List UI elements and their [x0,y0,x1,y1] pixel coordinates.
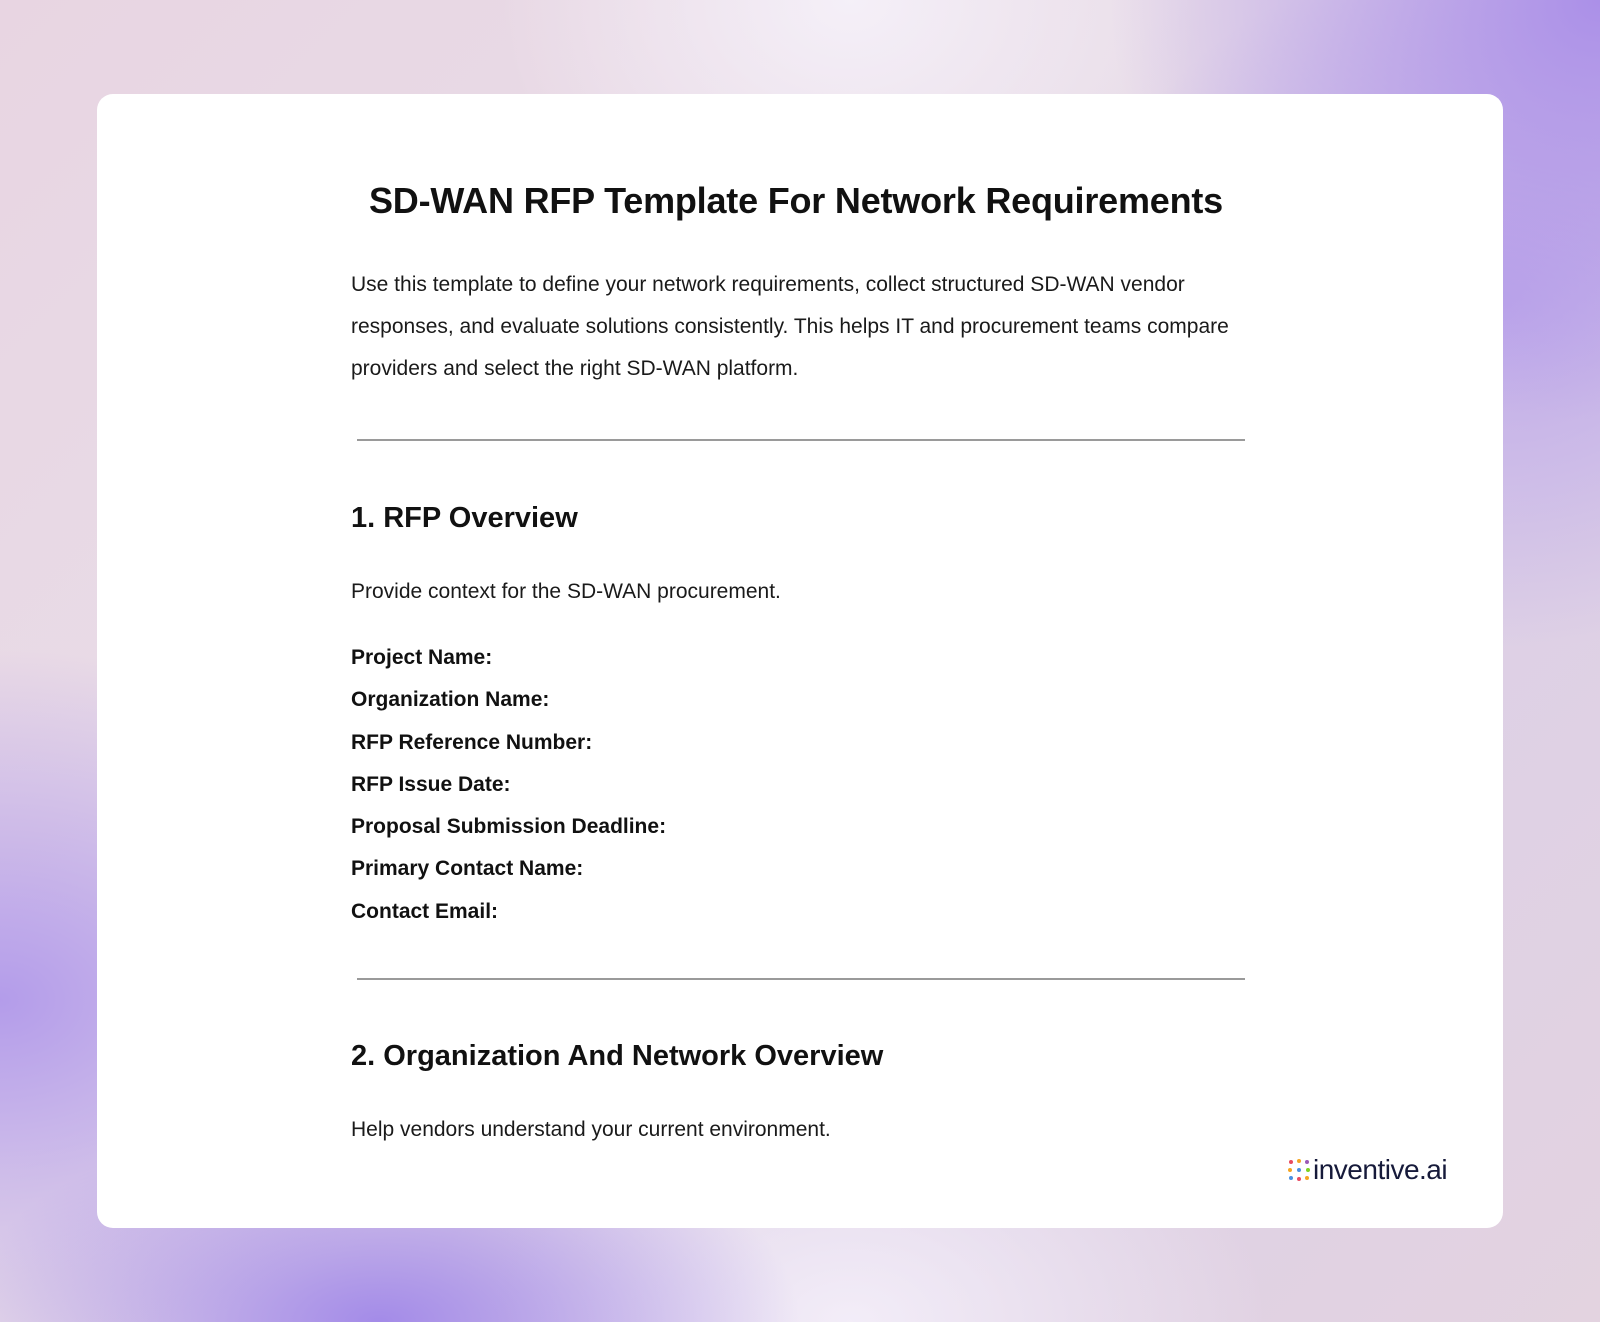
field-label-project-name: Project Name: [351,646,493,669]
field-label-rfp-reference-number: RFP Reference Number: [351,730,593,754]
field-label-primary-contact-name: Primary Contact Name: [351,857,584,881]
document-card [97,94,1503,1228]
inventive-logo-icon [1287,1158,1311,1182]
brand-logo [1287,1154,1447,1186]
section-divider [357,439,1245,441]
field-label-contact-email: Contact Email: [351,899,499,923]
section-divider [357,978,1245,980]
section-description-rfp-overview: Provide context for the SD-WAN procurement. [351,580,781,603]
field-label-proposal-submission-deadline: Proposal Submission Deadline: [351,815,667,839]
document-title: SD-WAN RFP Template For Network Requirements [368,180,1223,221]
brand-name: inventive.ai [1313,1154,1448,1185]
section-heading-rfp-overview: 1. RFP Overview [351,502,578,534]
rfp-overview-field-list [351,644,666,940]
section-heading-organization-network-overview: 2. Organization And Network Overview [351,1040,884,1072]
intro-paragraph: Use this template to define your network requirements, collect structured SD-WAN vendor responses, and evaluate solutions consistently. This helps IT and procurement teams compare providers and select the right SD-WAN platform. [351,273,1229,380]
field-label-rfp-issue-date: RFP Issue Date: [351,772,511,796]
field-label-organization-name: Organization Name: [351,688,550,712]
section-description-organization-network-overview: Help vendors understand your current environment. [351,1118,831,1141]
